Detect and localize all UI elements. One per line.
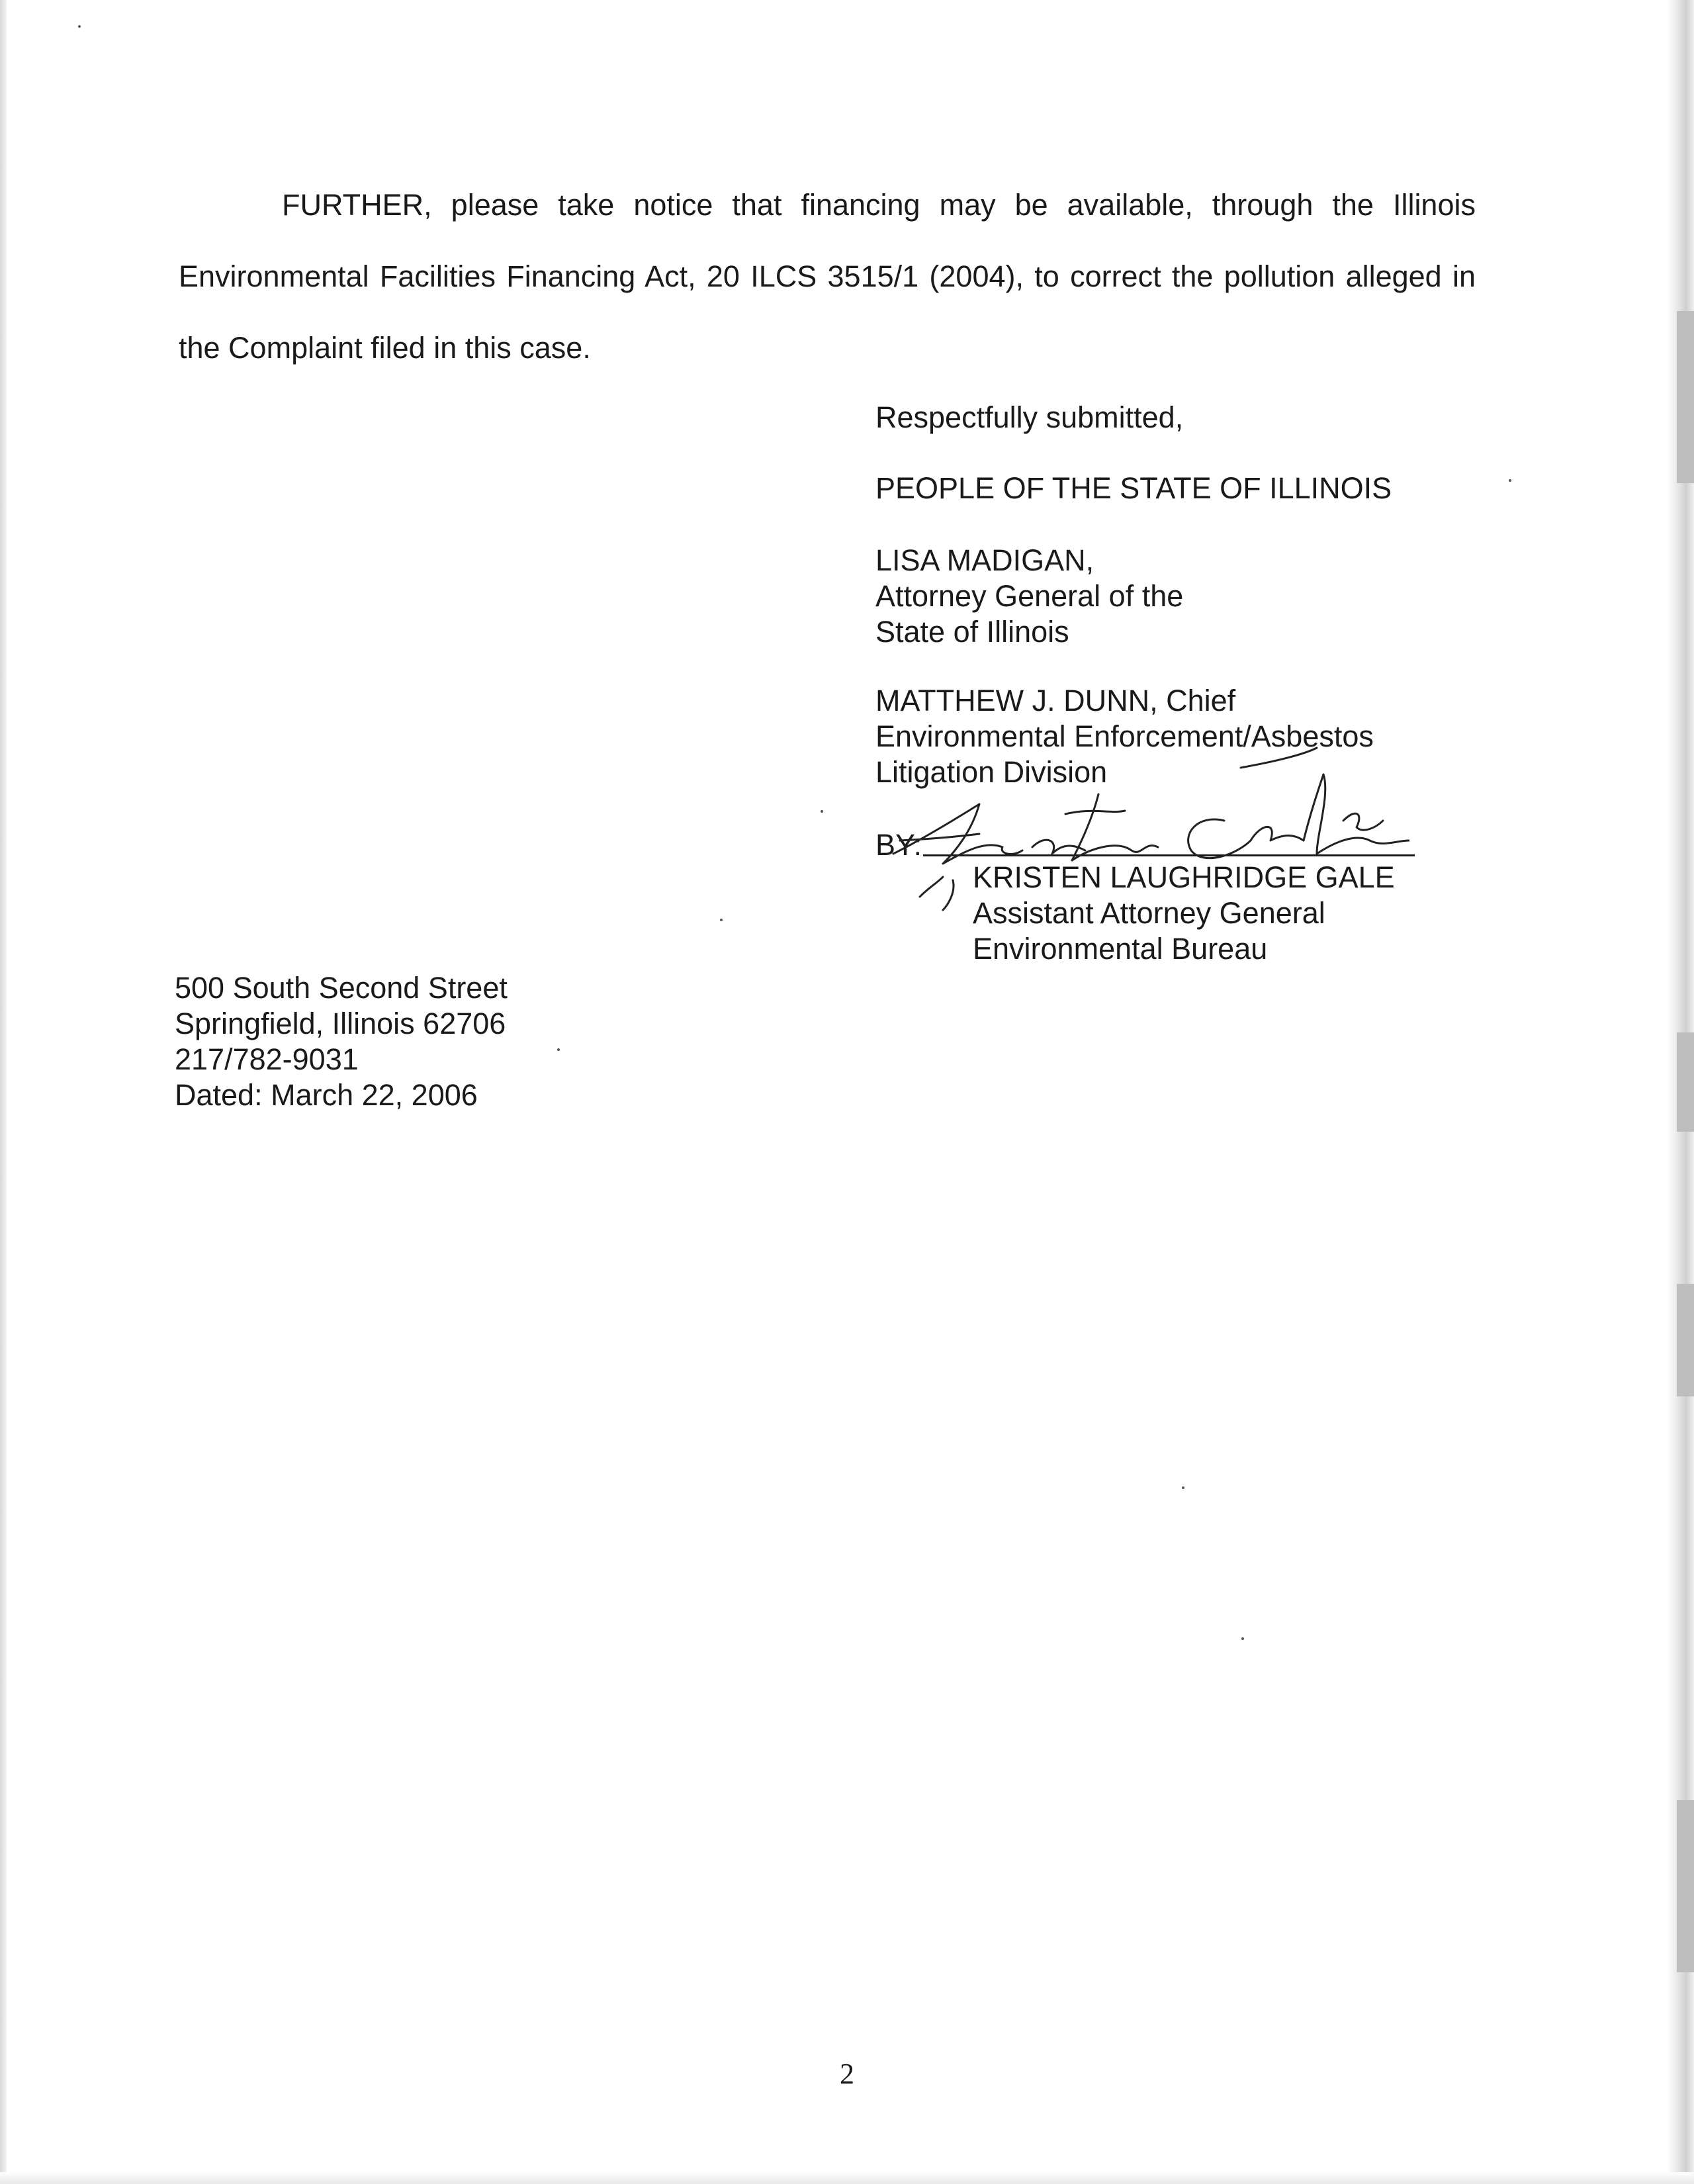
attorney-general-title-1: Attorney General of the — [875, 579, 1184, 613]
attorney-general-block — [875, 543, 1183, 650]
page-number: 2 — [840, 2058, 854, 2090]
division-chief-name: MATTHEW J. DUNN, Chief — [875, 684, 1236, 717]
signer-title-2: Environmental Bureau — [973, 932, 1268, 966]
division-chief-title-2: Litigation Division — [875, 755, 1108, 789]
scan-speck — [720, 919, 723, 921]
notice-paragraph — [179, 169, 1476, 384]
scan-speck — [78, 25, 81, 28]
address-block — [175, 970, 508, 1113]
attorney-general-title-2: State of Illinois — [875, 615, 1069, 649]
party-name — [875, 471, 1392, 506]
address-city: Springfield, Illinois 62706 — [175, 1007, 506, 1040]
closing — [875, 400, 1183, 435]
scan-edge-bottom — [0, 2172, 1694, 2184]
scan-speck — [1241, 1637, 1244, 1640]
signer-block — [973, 860, 1395, 967]
closing-text: Respectfully submitted, — [875, 400, 1184, 434]
address-phone: 217/782-9031 — [175, 1042, 359, 1076]
notice-paragraph-text: FURTHER, please take notice that financing may be available, through the Illinois Environmental Facilities Financing Act, 20 ILCS 3515/1 (2004), to correct the pollution alleged in the Complaint filed in this case. — [179, 188, 1476, 365]
address-street: 500 South Second Street — [175, 971, 508, 1005]
scan-edge-right — [1668, 0, 1694, 2184]
scan-speck — [1509, 479, 1511, 482]
signer-title-1: Assistant Attorney General — [973, 896, 1325, 930]
scan-speck — [1182, 1486, 1184, 1489]
attorney-general-name: LISA MADIGAN, — [875, 543, 1094, 577]
scan-edge-left — [0, 0, 7, 2184]
by-label: BY: — [875, 828, 922, 862]
party-name-text: PEOPLE OF THE STATE OF ILLINOIS — [875, 471, 1392, 505]
scan-speck — [821, 810, 823, 813]
scan-speck — [557, 1048, 560, 1051]
address-dated: Dated: March 22, 2006 — [175, 1078, 478, 1112]
signer-name: KRISTEN LAUGHRIDGE GALE — [973, 860, 1395, 894]
division-chief-title-1: Environmental Enforcement/Asbestos — [875, 719, 1374, 753]
